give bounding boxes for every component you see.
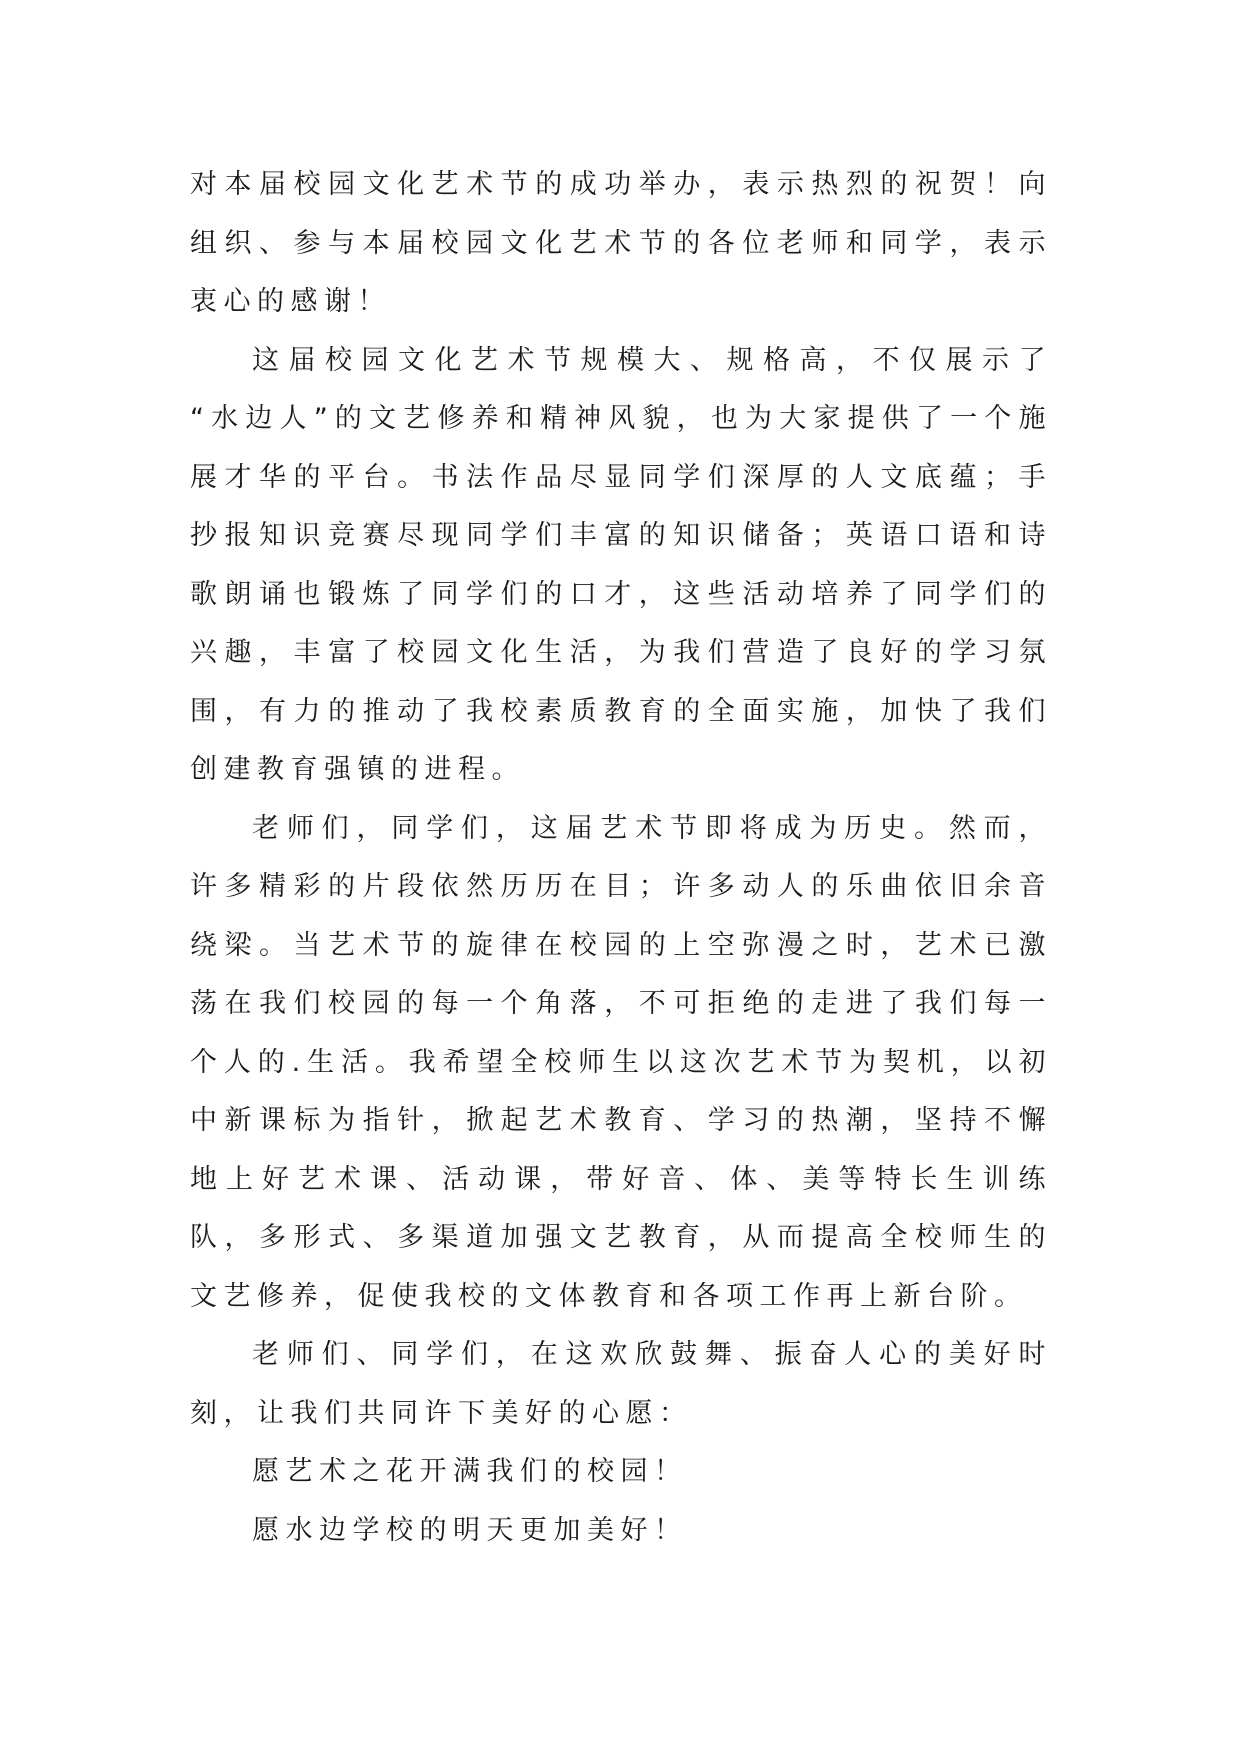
paragraph-wish-school: 愿水边学校的明天更加美好！ bbox=[252, 1514, 688, 1546]
paragraph-congratulations: 对本届校园文化艺术节的成功举办，表示热烈的祝贺！向组织、参与本届校园文化艺术节的各位老师和同学，表示衷心的感谢！ bbox=[190, 169, 1052, 317]
paragraph-art-education-call: 老师们，同学们，这届艺术节即将成为历史。然而，许多精彩的片段依然历历在目；许多动人的乐曲依旧余音绕梁。当艺术节的旋律在校园的上空弥漫之时，艺术已激荡在我们校园的每一个角落，不可拒绝的走进了我们每一个人的.生活。我希望全校师生以这次艺术节为契机，以初中新课标为指针，掀起艺术教育、学习的热潮，坚持不懈地上好艺术课、活动课，带好音、体、美等特长生训练队，多形式、多渠道加强文艺教育，从而提高全校师生的文艺修养，促使我校的文体教育和各项工作再上新台阶。 bbox=[190, 812, 1052, 1312]
paragraph-wish-campus: 愿艺术之花开满我们的校园！ bbox=[252, 1456, 688, 1487]
paragraph-festival-achievements: 这届校园文化艺术节规模大、规格高，不仅展示了 “水边人”的文艺修养和精神风貌，也为大家提供了一个施展才华的平台。书法作品尽显同学们深厚的人文底蕴；手抄报知识竞赛尽现同学们丰富的知识储备；英语口语和诗歌朗诵也锻炼了同学们的口才，这些活动培养了同学们的兴趣，丰富了校园文化生活，为我们营造了良好的学习氛围，有力的推动了我校素质教育的全面实施，加快了我们创建教育强镇的进程。 bbox=[190, 344, 1052, 785]
paragraph-wishes-intro: 老师们、同学们，在这欢欣鼓舞、振奋人心的美好时刻，让我们共同许下美好的心愿： bbox=[190, 1339, 1052, 1429]
document-page bbox=[190, 156, 1052, 1560]
